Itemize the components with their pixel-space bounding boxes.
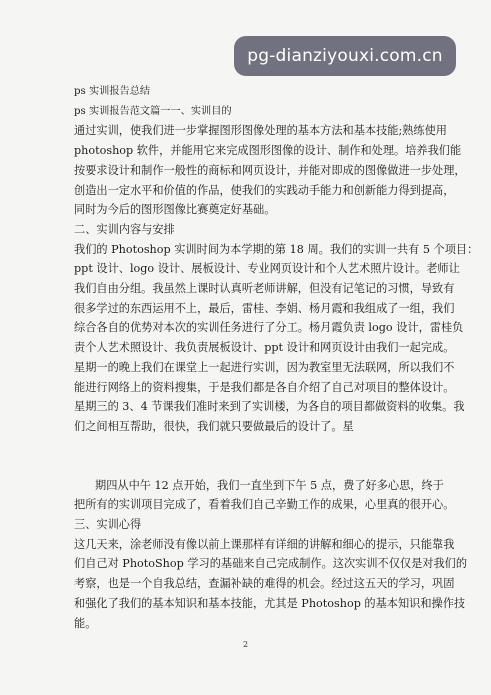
document-body [74, 82, 479, 633]
section-heading-reflection: 三、实训心得 [74, 518, 142, 532]
text-line: 综合各自的优势对本次的实训任务进行了分工。杨月霞负责 logo 设计，雷桂负 [74, 321, 464, 335]
text-line: 期四从中午 12 点开始，我们一直坐到下午 5 点，费了好多心思，终于 [95, 478, 444, 492]
text-line: 我们自由分组。我虽然上课时认真听老师讲解，但没有记笔记的习惯，导致有 [74, 282, 455, 296]
text-line: 和强化了我们的基本知识和基本技能，尤其是 Photoshop 的基本知识和操作技 [74, 596, 466, 610]
section-heading-content: 二、实训内容与安排 [74, 222, 175, 236]
paragraph-objective [74, 121, 466, 220]
paragraph-thursday [74, 476, 455, 515]
paragraph-reflection [74, 535, 468, 634]
doc-title: ps 实训报告总结 [74, 86, 151, 97]
text-line: 能。 [74, 616, 97, 630]
paragraph-gap [74, 437, 418, 476]
site-watermark: pg-dianziyouxi.com.cn [234, 36, 456, 76]
text-line: 这几天来，涂老师没有像以前上课那样有详细的讲解和细心的提示，只能靠我 [74, 537, 455, 551]
text-line: 星期一的晚上我们在课堂上一起进行实训，因为教室里无法联网，所以我们不 [74, 360, 455, 374]
text-line: 们之间相互帮助，很快，我们就只要做最后的设计了。星 [74, 419, 354, 433]
text-line: photoshop 软件，并能用它来完成图形图像的设计、制作和处理。培养我们能 [74, 144, 462, 158]
text-line: 责个人艺术照设计、我负责展板设计、ppt 设计和网页设计由我们一起完成。 [74, 341, 455, 355]
text-line: 通过实训，使我们进一步掌握图形图像处理的基本方法和基本技能;熟练使用 [74, 124, 447, 138]
text-line: 们自己对 PhotoShop 学习的基础来自己完成制作。这次实训不仅仅是对我们的 [74, 557, 468, 571]
text-line: 创造出一定水平和价值的作品，使我们的实践动手能力和创新能力得到提高， [74, 183, 455, 197]
paragraph-content [74, 240, 479, 437]
text-line: 很多学过的东西运用不上，最后，雷桂、李娟、杨月霞和我组成了一组，我们 [74, 301, 455, 315]
text-line: 能进行网络上的资料搜集，于是我们都是各自介绍了自己对项目的整体设计。 [74, 380, 455, 394]
text-line: 我们的 Photoshop 实训时间为本学期的第 18 周。我们的实训一共有 5 个项目： [74, 242, 479, 256]
text-line: 按要求设计和制作一般性的商标和网页设计，并能对即成的图像做进一步处理， [74, 163, 466, 177]
doc-subtitle: ps 实训报告范文篇一一、实训目的 [74, 105, 232, 117]
text-line: 同时为今后的图形图像比赛奠定好基础。 [74, 203, 276, 217]
text-line: 把所有的实训项目完成了，看着我们自己辛勤工作的成果，心里真的很开心。 [74, 498, 455, 512]
page-number: 2 [242, 640, 249, 649]
text-line: ppt 设计、logo 设计、展板设计、专业网页设计和个人艺术照片设计。老师让 [74, 262, 460, 276]
text-line: 星期三的 3、4 节课我们准时来到了实训楼，为各自的项目都做资料的收集。我 [74, 400, 465, 414]
text-line: 考察，也是一个自我总结，查漏补缺的难得的机会。经过这五天的学习，巩固 [74, 577, 455, 591]
